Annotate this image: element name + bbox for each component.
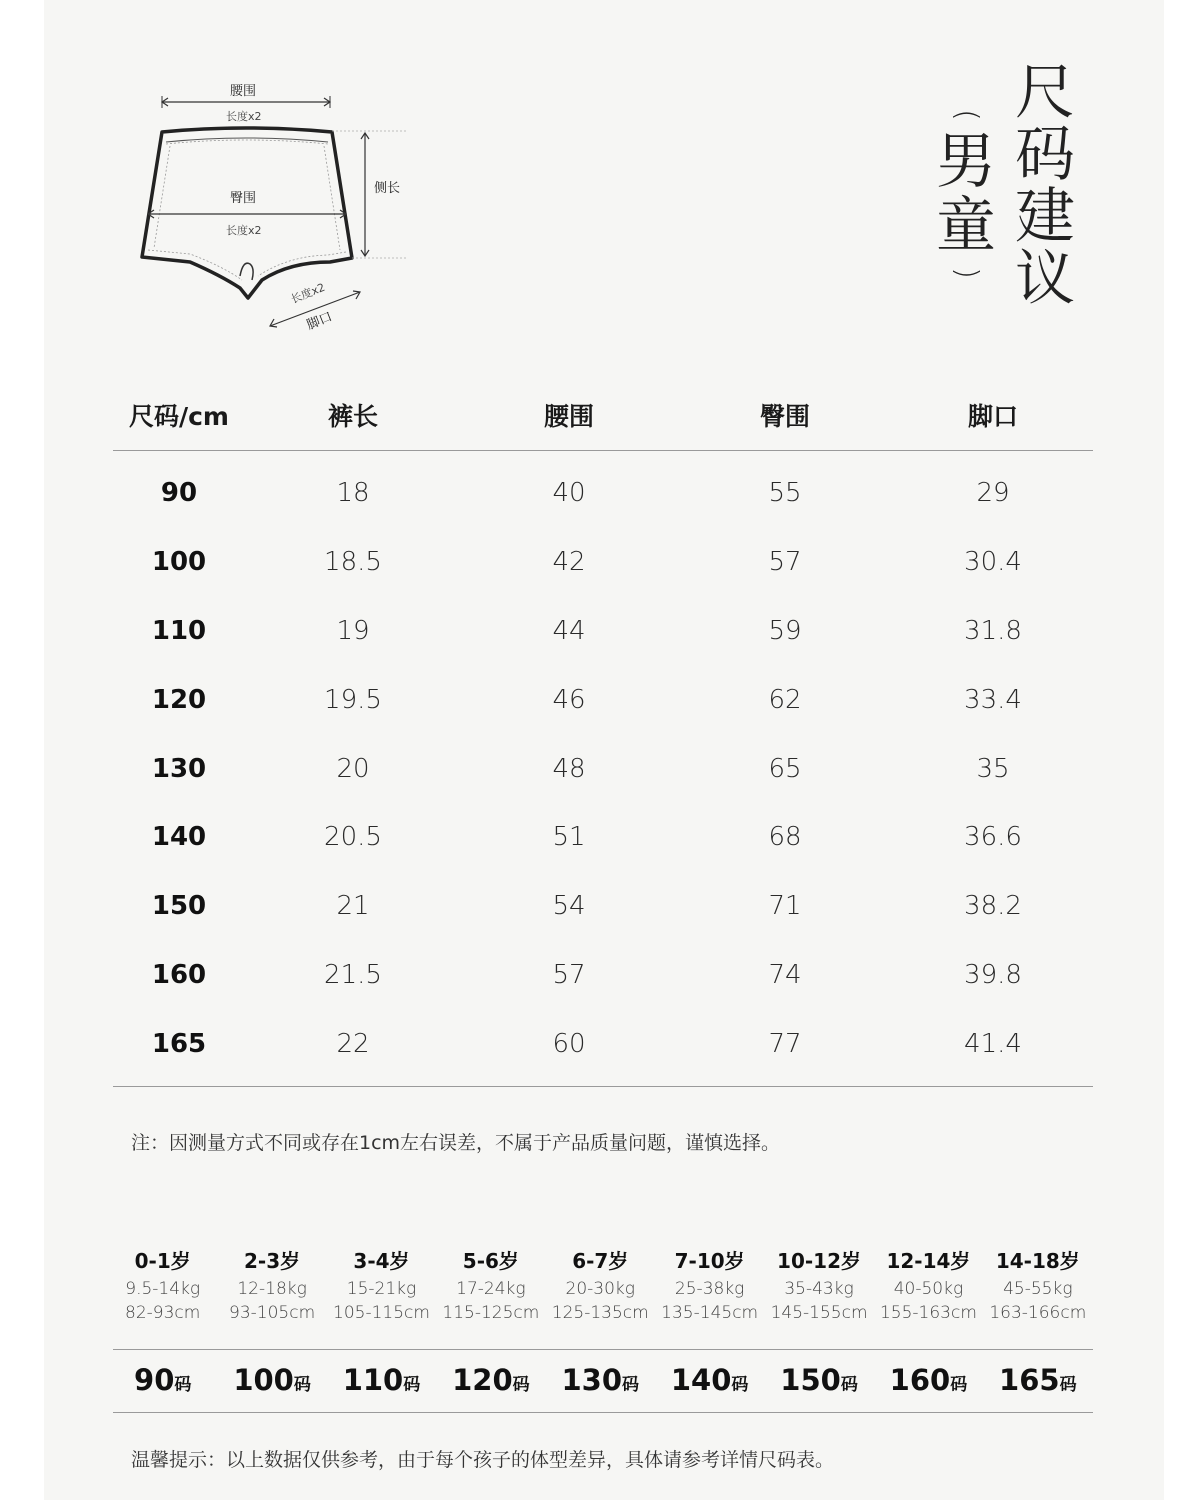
cell-hip: 65 [768, 753, 802, 784]
height-range: 115-125cm [442, 1303, 540, 1323]
cell-hip: 71 [768, 891, 802, 922]
cell-waist: 40 [552, 478, 586, 509]
shorts-diagram [130, 70, 420, 340]
title-char: 码 [1015, 120, 1075, 190]
subtitle-char: 童 [936, 191, 996, 261]
size-unit: 码 [622, 1375, 640, 1395]
cell-waist: 60 [552, 1028, 586, 1059]
cell-length: 18.5 [324, 547, 382, 578]
age-range: 6-7岁 [572, 1249, 629, 1273]
header-size: 尺码/cm [128, 402, 229, 431]
height-range: 163-166cm [989, 1303, 1087, 1323]
size-unit: 码 [512, 1375, 530, 1395]
size-unit: 码 [840, 1375, 858, 1395]
cell-leg: 33.4 [964, 684, 1022, 715]
height-range: 82-93cm [125, 1303, 201, 1323]
cell-hip: 59 [768, 615, 802, 646]
page-title [1010, 58, 1080, 314]
age-range: 12-14岁 [886, 1249, 971, 1273]
tip-note: 温馨提示：以上数据仅供参考，由于每个孩子的体型差异，具体请参考详情尺码表。 [131, 1449, 835, 1471]
waist-note: 长度x2 [226, 110, 262, 123]
recommended-size-row [108, 1363, 1093, 1397]
size-number: 120 [452, 1363, 513, 1397]
height-range: 105-115cm [333, 1303, 430, 1323]
table-row [113, 872, 1093, 941]
cell-waist: 46 [552, 684, 586, 715]
weight-range: 15-21kg [346, 1279, 417, 1299]
table-row [113, 734, 1093, 803]
size-number: 165 [999, 1363, 1060, 1397]
title-char: 建 [1015, 182, 1075, 252]
subtitle-char: 男 [936, 127, 996, 197]
side-length-label: 侧长 [374, 181, 401, 196]
cell-waist: 54 [552, 891, 586, 922]
size-unit: 码 [403, 1375, 421, 1395]
table-row [113, 665, 1093, 734]
height-range: 93-105cm [229, 1303, 316, 1323]
size-number: 160 [889, 1363, 951, 1397]
size-unit: 码 [174, 1375, 192, 1395]
weight-range: 45-55kg [1003, 1279, 1073, 1299]
cell-hip: 77 [768, 1028, 802, 1059]
cell-size: 160 [151, 959, 207, 990]
weight-range: 20-30kg [565, 1279, 635, 1299]
size-unit: 码 [950, 1375, 968, 1395]
height-range: 145-155cm [770, 1303, 868, 1323]
page-subtitle [930, 100, 1002, 288]
height-range: 155-163cm [879, 1303, 977, 1323]
recommended-size [874, 1363, 983, 1397]
table-header-row [113, 380, 1093, 450]
cell-leg: 38.2 [964, 891, 1022, 922]
weight-range: 9.5-14kg [125, 1279, 201, 1299]
shorts-outline-icon [130, 70, 420, 340]
cell-length: 18 [336, 478, 370, 509]
recommended-size [327, 1363, 436, 1397]
weight-range: 35-43kg [784, 1279, 854, 1299]
leg-note: 长度x2 [289, 280, 327, 307]
table-row [113, 941, 1093, 1010]
title-char: 尺 [1015, 58, 1075, 128]
cell-leg: 41.4 [964, 1028, 1022, 1059]
cell-length: 22 [336, 1028, 370, 1059]
size-number: 100 [233, 1363, 294, 1397]
recommended-size [546, 1363, 655, 1397]
recommended-size [108, 1363, 217, 1397]
cell-hip: 68 [768, 822, 802, 853]
weight-range: 12-18kg [237, 1279, 307, 1299]
cell-length: 21 [336, 891, 370, 922]
cell-leg: 31.8 [964, 615, 1022, 646]
cell-hip: 55 [768, 478, 802, 509]
age-column [874, 1245, 983, 1325]
age-range: 3-4岁 [353, 1249, 410, 1273]
table-row [113, 803, 1093, 872]
hip-note: 长度x2 [226, 224, 262, 237]
size-unit: 码 [1059, 1375, 1077, 1395]
weight-range: 25-38kg [674, 1279, 745, 1299]
cell-leg: 35 [976, 753, 1010, 784]
cell-hip: 74 [768, 959, 802, 990]
age-range: 2-3岁 [244, 1249, 301, 1273]
cell-waist: 44 [552, 615, 586, 646]
table-row [113, 597, 1093, 666]
waist-label: 腰围 [230, 84, 257, 99]
size-number: 130 [561, 1363, 623, 1397]
cell-size: 110 [151, 615, 207, 646]
age-column [108, 1245, 217, 1325]
subtitle-open-paren: ( [949, 109, 984, 121]
cell-size: 165 [151, 1028, 207, 1059]
leg-opening-label: 脚口 [304, 309, 335, 334]
age-column [327, 1245, 436, 1325]
size-unit: 码 [731, 1375, 749, 1395]
recommended-size [217, 1363, 326, 1397]
age-size-table [108, 1245, 1093, 1397]
age-column [436, 1245, 545, 1325]
table-body [113, 451, 1093, 1086]
cell-size: 90 [160, 478, 198, 509]
weight-range: 17-24kg [456, 1279, 526, 1299]
age-column [546, 1245, 655, 1325]
age-range: 0-1岁 [134, 1249, 191, 1273]
size-number: 140 [670, 1363, 732, 1397]
cell-waist: 51 [552, 822, 586, 853]
table-row [113, 1009, 1093, 1078]
age-column [983, 1245, 1092, 1325]
cell-length: 19 [336, 615, 370, 646]
size-number: 150 [780, 1363, 841, 1397]
weight-range: 40-50kg [893, 1279, 964, 1299]
cell-waist: 42 [552, 547, 586, 578]
cell-size: 100 [151, 547, 207, 578]
age-column [217, 1245, 326, 1325]
measurement-note: 注：因测量方式不同或存在1cm左右误差，不属于产品质量问题，谨慎选择。 [131, 1132, 781, 1154]
hip-label: 臀围 [230, 191, 257, 206]
recommended-size [764, 1363, 873, 1397]
age-column [764, 1245, 873, 1325]
cell-length: 21.5 [324, 959, 382, 990]
cell-hip: 57 [768, 547, 802, 578]
cell-length: 20 [336, 753, 370, 784]
recommended-size [436, 1363, 545, 1397]
age-column [655, 1245, 764, 1325]
age-range: 10-12岁 [777, 1249, 862, 1273]
cell-length: 19.5 [324, 684, 382, 715]
divider [113, 1086, 1093, 1087]
cell-leg: 39.8 [964, 959, 1022, 990]
recommended-size [655, 1363, 764, 1397]
cell-leg: 29 [976, 478, 1010, 509]
header-waist: 腰围 [543, 402, 594, 431]
size-number: 110 [342, 1363, 404, 1397]
size-number: 90 [134, 1363, 175, 1397]
age-range: 14-18岁 [995, 1249, 1080, 1273]
cell-waist: 57 [552, 959, 586, 990]
age-columns [108, 1245, 1093, 1325]
cell-size: 140 [151, 822, 207, 853]
cell-waist: 48 [552, 753, 586, 784]
header-length: 裤长 [327, 402, 378, 431]
header-leg: 脚口 [967, 402, 1018, 431]
cell-size: 130 [151, 753, 207, 784]
cell-leg: 30.4 [964, 547, 1022, 578]
height-range: 125-135cm [551, 1303, 649, 1323]
age-range: 5-6岁 [462, 1249, 519, 1273]
cell-size: 150 [151, 891, 207, 922]
cell-leg: 36.6 [964, 822, 1022, 853]
recommended-size [983, 1363, 1092, 1397]
title-char: 议 [1015, 244, 1075, 314]
size-table [113, 380, 1093, 1087]
divider [113, 1349, 1093, 1350]
table-row [113, 459, 1093, 528]
subtitle-close-paren: ) [949, 267, 984, 279]
height-range: 135-145cm [661, 1303, 759, 1323]
cell-hip: 62 [768, 684, 802, 715]
age-range: 7-10岁 [674, 1249, 745, 1273]
cell-size: 120 [151, 684, 207, 715]
divider [113, 1412, 1093, 1413]
size-unit: 码 [293, 1375, 311, 1395]
table-row [113, 528, 1093, 597]
cell-length: 20.5 [324, 822, 382, 853]
header-hip: 臀围 [759, 402, 810, 431]
